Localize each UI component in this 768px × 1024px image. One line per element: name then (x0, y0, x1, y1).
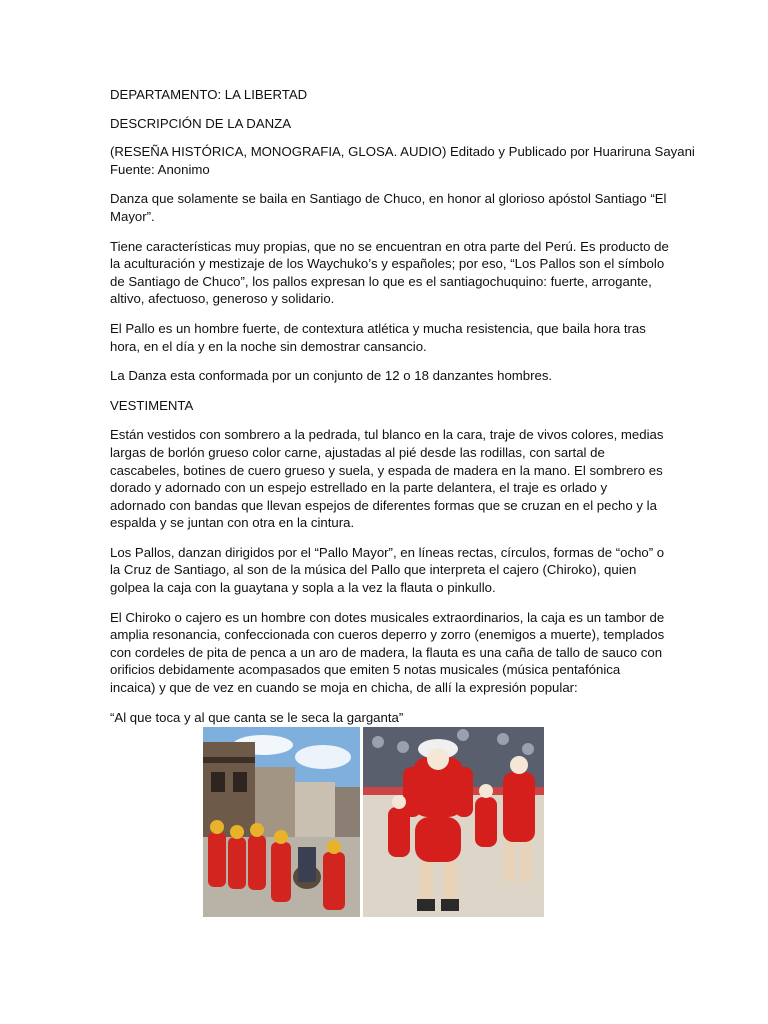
source-info (110, 143, 695, 178)
text-line: Mayor”. (110, 208, 155, 224)
department-heading: DEPARTAMENTO: LA LIBERTAD (110, 87, 308, 102)
text-line: espalda y se juntan con otra en la cintura. (110, 515, 355, 531)
quote-line: “Al que toca y al que canta se le seca la garganta” (110, 709, 404, 725)
text-line: con cordeles de pita de penca a un aro de madera, la flauta es una caña de tallo de sauco con (110, 644, 663, 660)
source-line: (RESEÑA HISTÓRICA, MONOGRAFIA, GLOSA. AUDIO) Editado y Publicado por Huariruna Sayani (110, 144, 695, 160)
paragraph-pallo (110, 320, 663, 355)
text-line: de Santiago de Chuco”, los pallos expresan lo que es el santiagochuquino: fuerte, arrogante, (110, 273, 652, 289)
paragraph-intro (110, 190, 667, 225)
text-line: Danza que solamente se baila en Santiago de Chuco, en honor al glorioso apóstol Santiago “El (110, 191, 667, 207)
text-line: orificios debidamente acompasados que emiten 5 notas musicales (música pentafónica (110, 662, 621, 678)
text-line: Los Pallos, danzan dirigidos por el “Pallo Mayor”, en líneas rectas, círculos, formas de “ocho” o (110, 544, 665, 560)
text-line: El Pallo es un hombre fuerte, de contextura atlética y mucha resistencia, que baila hora tras (110, 320, 646, 336)
text-line: altivo, afectuoso, generoso y solidario. (110, 291, 335, 307)
vestimenta-title (110, 397, 663, 415)
paragraph-group (110, 367, 663, 385)
street-procession-image (203, 727, 360, 917)
text-line: la Cruz de Santiago, al son de la música del Pallo que interpreta el cajero (Chiroko), quien (110, 562, 637, 578)
paragraph-characteristics (110, 238, 669, 308)
popular-quote (110, 709, 663, 727)
text-line: golpea la caja con la guaytana y sopla a la vez la flauta o pinkullo. (110, 580, 496, 596)
text-line: hora, en el día y en la noche sin demostrar cansancio. (110, 338, 427, 354)
photo-street-procession (203, 727, 360, 917)
section-title: DESCRIPCIÓN DE LA DANZA (110, 115, 291, 131)
text-line: amplia resonancia, confeccionada con cueros deperro y zorro (enemigos a muerte), templados (110, 627, 665, 643)
text-line: El Chiroko o cajero es un hombre con dotes musicales extraordinarios, la caja es un tambor de (110, 609, 665, 625)
text-line: Están vestidos con sombrero a la pedrada, tul blanco en la cara, traje de vivos colores, medias (110, 427, 664, 443)
text-line: Tiene características muy propias, que no se encuentran en otra parte del Perú. Es producto de (110, 238, 669, 254)
source-line: Fuente: Anonimo (110, 161, 210, 177)
text-line: largas de borlón grueso color carne, ajustadas al pié desde las rodillas, con sartal de (110, 444, 605, 460)
text-line: cascabeles, botines de cuero grueso y suela, y espada de madera en la mano. El sombrero es (110, 462, 663, 478)
photo-dancers (363, 727, 544, 917)
text-line: La Danza esta conformada por un conjunto de 12 o 18 danzantes hombres. (110, 368, 553, 384)
paragraph-costume (110, 426, 663, 532)
section-heading: VESTIMENTA (110, 397, 194, 413)
text-line: incaica) y que de vez en cuando se moja en chicha, de allí la expresión popular: (110, 680, 578, 696)
dancers-image (363, 727, 544, 917)
paragraph-chiroko (110, 609, 663, 697)
text-line: adornado con bandas que llevan espejos de diferentes formas que se cruzan en el pecho y la (110, 497, 657, 513)
paragraph-dance (110, 544, 663, 597)
text-line: dorado y adornado con un espejo estrellado en la parte delantera, el traje es orlado y (110, 480, 608, 496)
photo-collage (203, 727, 544, 917)
text-line: la aculturación y mestizaje de los Waychuko’s y españoles; por eso, “Los Pallos son el símbolo (110, 256, 665, 272)
